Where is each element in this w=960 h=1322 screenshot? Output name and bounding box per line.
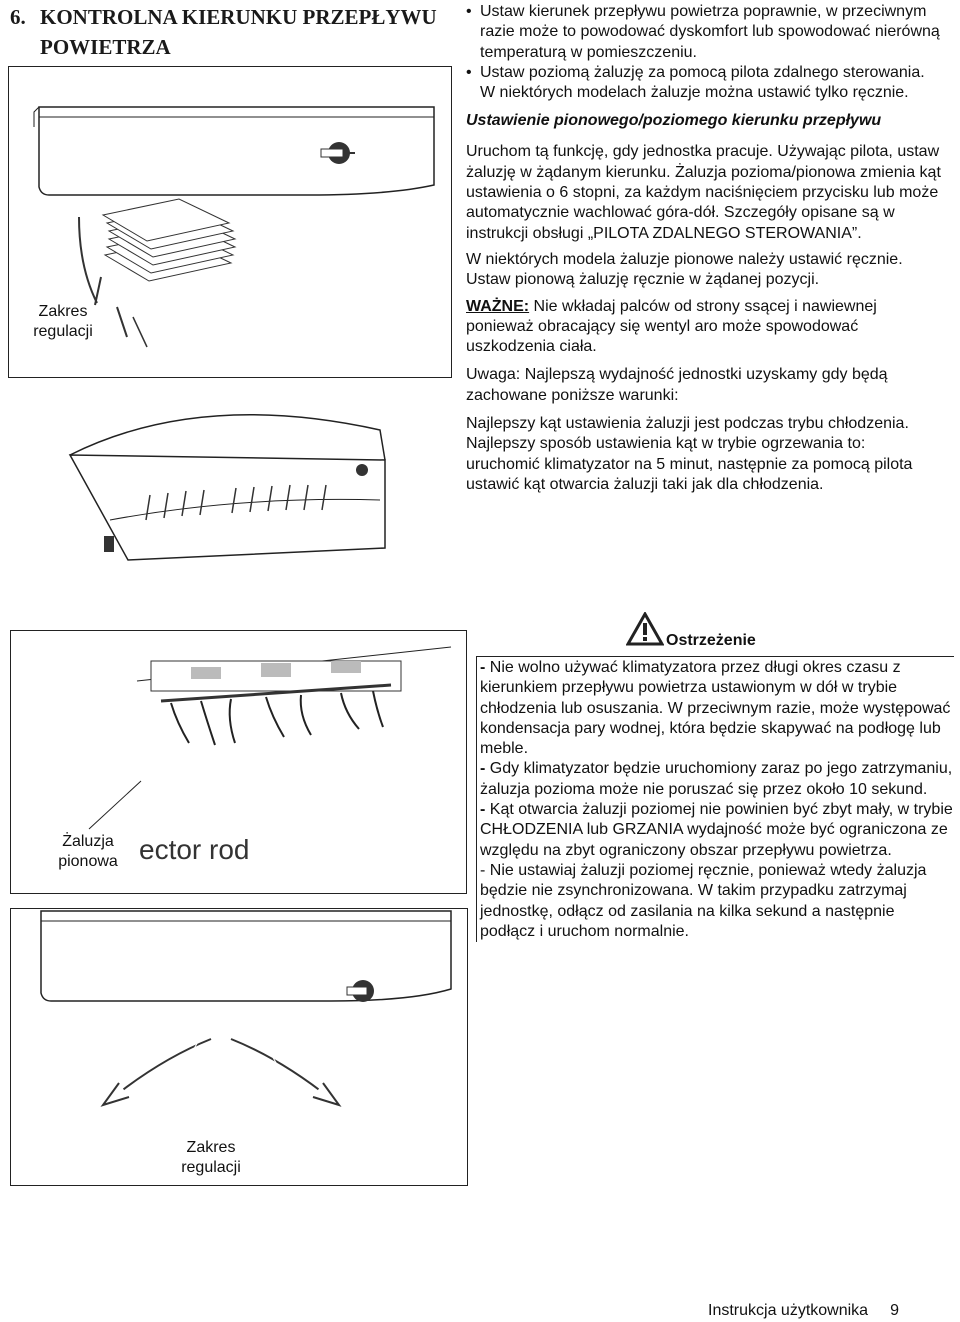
- warning-item: - Nie wolno używać klimatyzatora przez długi okres czasu z kierunkiem przepływu powietrza ustawionym w dół w trybie chłodzenia lub osuszania. W przeciwnym razie, może występować kondensacja pary wodnej, która będzie skapywać na podłogę lub meble.: [480, 659, 951, 758]
- page-footer: [708, 1302, 899, 1320]
- figure4-caption: Zakres regulacji: [181, 1139, 241, 1176]
- bullet-list: [466, 2, 942, 103]
- footer-label: Instrukcja użytkownika: [708, 1302, 869, 1319]
- vertical-louver-unit-illustration: [40, 400, 440, 580]
- section-title: KONTROLNA KIERUNKU PRZEPŁYWU POWIETRZA: [40, 5, 437, 59]
- bullet-item: • Ustaw kierunek przepływu powietrza poprawnie, w przeciwnym razie może to powodować dyskomfort lub spowodować nierówną temperaturą w pomieszczeniu.: [466, 2, 942, 63]
- right-column: [466, 2, 942, 495]
- page-number: 9: [890, 1302, 899, 1319]
- warning-item: - Gdy klimatyzator będzie uruchomiony zaraz po jego zatrzymaniu, żaluzja pozioma może nie poruszać się przez około 10 sekund.: [480, 760, 953, 798]
- paragraph: Uruchom tą funkcję, gdy jednostka pracuje. Używając pilota, ustaw żaluzję w żądanym kierunku. Żaluzja pozioma/pionowa zmienia kąt ustawienia o 6 stopni, za każdym naciśnięciem przycisku lub może automatycznie wachlować góra-dół. Szczegóły opisane są w instrukcji obsługi „PILOTA ZDALNEGO STEROWANIA”.: [466, 143, 941, 242]
- important-label: WAŻNE:: [466, 297, 530, 315]
- warning-item: - Nie ustawiaj żaluzji poziomej ręcznie, ponieważ wtedy żaluzja będzie nie zsynchronizowana. W takim przypadku zatrzymaj jednostkę, odłącz od zasilania na kilka sekund a następnie podłącz i uruchom normalnie.: [480, 861, 927, 940]
- subheading: Ustawienie pionowego/poziomego kierunku przepływu: [466, 112, 882, 130]
- warning-triangle-icon: [626, 612, 664, 646]
- paragraph: W niektórych modela żaluzje pionowe należy ustawić ręcznie. Ustaw pionową żaluzję ręcznie w żądanej pozycji.: [466, 250, 903, 289]
- warning-box: [476, 656, 954, 942]
- rod-label: ector rod: [139, 834, 250, 865]
- note-paragraph: Uwaga: Najlepszą wydajność jednostki uzyskamy gdy będą zachowane poniższe warunki:: [466, 366, 888, 404]
- important-note: [466, 297, 942, 358]
- figure3-caption: Żaluzja pionowa: [58, 833, 118, 870]
- paragraph: Najlepszy kąt ustawienia żaluzji jest podczas trybu chłodzenia. Najlepszy sposób ustawienia kąt w trybie ogrzewania to: uruchomić klimatyzator na 5 minut, następnie za pomocą pilota ustawić kąt otwarcia żaluzji taki jak dla chłodzenia.: [466, 415, 913, 493]
- important-text: Nie wkładaj palców od strony ssącej i nawiewnej ponieważ obracający się wentyl aro może spowodować uszkodzenia ciała.: [466, 297, 877, 356]
- warning-heading: [626, 612, 756, 652]
- warning-title: Ostrzeżenie: [666, 632, 756, 649]
- section-number: 6.: [10, 5, 26, 29]
- figure1-caption: Zakres regulacji: [33, 303, 93, 340]
- warning-item: - Kąt otwarcia żaluzji poziomej nie powinien być zbyt mały, w trybie CHŁODZENIA lub GRZANIA wydajność może być ograniczona ze względu na zbyt ograniczony obszar przepływu powietrza.: [480, 801, 953, 859]
- bullet-item: • Ustaw poziomą żaluzję za pomocą pilota zdalnego sterowania. W niektórych modelach żaluzje można ustawić tylko ręcznie.: [466, 63, 942, 104]
